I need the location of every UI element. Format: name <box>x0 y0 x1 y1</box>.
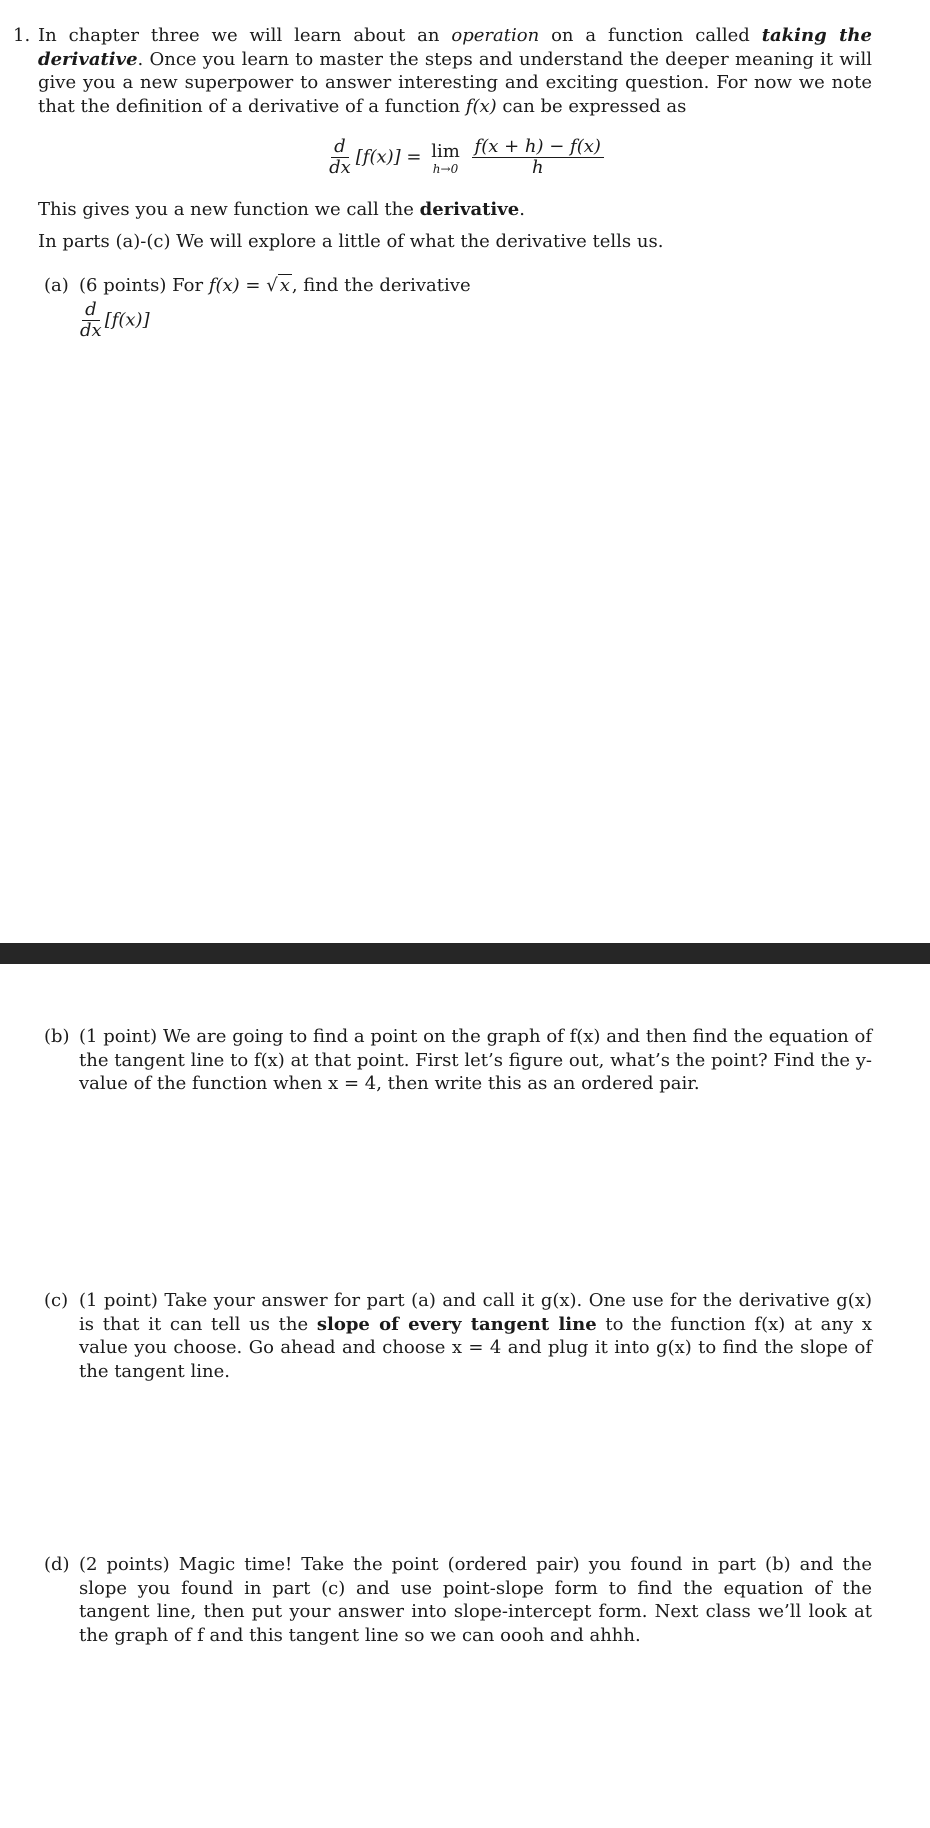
difference-quotient <box>472 137 604 178</box>
operation-word: operation <box>451 25 540 46</box>
part-b <box>44 1025 872 1105</box>
derivative-definition-formula <box>0 137 930 178</box>
part-a-d-dx <box>77 300 105 341</box>
sqrt-radicand: x <box>279 275 290 296</box>
part-c-body <box>79 1289 872 1383</box>
sqrt-symbol: √ x <box>266 275 290 296</box>
part-c <box>44 1289 873 1382</box>
part-a-label: (a) <box>44 275 69 296</box>
lim-text: lim <box>431 140 460 162</box>
explore-sentence: In parts (a)-(c) We will explore a little of what the derivative tells us. <box>38 231 664 252</box>
intro-text-3: . Once you learn to master the steps and understand the deeper meaning it will give you a new superpower to answer interesting and exciting question. For now we note that the definition of a derivative of a function <box>38 48 872 117</box>
part-d-label: (d) <box>44 1554 70 1575</box>
part-c-text-1: (1 point) Take your answer for part (a) and call it g(x). One use for the derivative g(x) is that it can tell us the <box>79 1290 872 1335</box>
part-a-dx: dx <box>80 320 102 341</box>
part-d <box>44 1553 872 1653</box>
gives-period: . <box>519 199 525 220</box>
part-a <box>44 274 872 344</box>
page-divider <box>0 943 930 964</box>
part-b-text: (1 point) We are going to find a point on the graph of f(x) and then find the equation of the tangent line to f(x) at that point. First let’s figure out, what’s the point? Find the y-value of the function when x = 4, then write this as an ordered pair. <box>79 1026 872 1094</box>
part-a-body <box>79 274 872 298</box>
fx-symbol: f(x) <box>465 95 497 117</box>
problem-intro <box>38 24 872 118</box>
part-a-fx: f(x) = <box>208 275 261 296</box>
d-numerator: d <box>331 137 349 158</box>
part-d-text: (2 points) Magic time! Take the point (ordered pair) you found in part (b) and the slope you found in part (c) and use point-slope form to find the equation of the tangent line, then put your answer into slope-intercept form. Next class we’ll look at the graph of f and this tangent line so we can oooh and ahhh. <box>79 1554 872 1646</box>
part-a-derivative-expr <box>77 300 150 341</box>
limit-operator <box>431 140 460 176</box>
part-c-bold: slope of every tangent line <box>316 1313 597 1335</box>
dx-denominator: dx <box>329 157 351 178</box>
intro-text-2: on a function called <box>551 25 750 46</box>
part-a-text: (6 points) For <box>79 275 204 296</box>
difference-numerator: f(x + h) − f(x) <box>472 137 604 158</box>
part-b-label: (b) <box>44 1026 70 1047</box>
problem-number: 1. <box>13 25 31 46</box>
part-a-d: d <box>82 300 100 321</box>
f-of-x-bracket: [f(x)] = <box>355 146 422 168</box>
difference-denominator: h <box>531 157 544 178</box>
part-a-text-after: , find the derivative <box>291 275 471 296</box>
intro-text-1: In chapter three we will learn about an <box>38 25 440 46</box>
intro-text-4: can be expressed as <box>502 95 687 117</box>
derivative-term: taking the derivative <box>38 25 872 70</box>
lim-subscript: h→0 <box>432 162 459 177</box>
derivative-bold: derivative <box>419 199 520 220</box>
derivative-sentence <box>38 198 872 222</box>
part-c-label: (c) <box>44 1290 69 1311</box>
gives-text: This gives you a new function we call the <box>38 199 414 220</box>
part-c-text-2: to the function f(x) at any x value you choose. Go ahead and choose x = 4 and plug it into g(x) to find the slope of the tangent line. <box>79 1313 873 1382</box>
d-dx-fraction <box>326 137 354 178</box>
part-a-bracket: [f(x)] <box>104 309 150 331</box>
